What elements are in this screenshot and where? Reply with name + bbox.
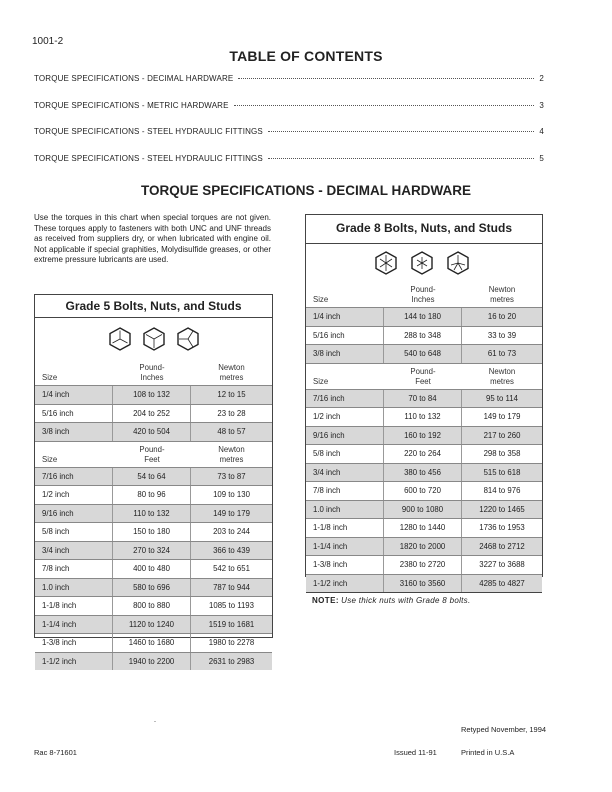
note-text: Use thick nuts with Grade 8 bolts. bbox=[341, 596, 471, 605]
grade5-rows-inch bbox=[35, 385, 272, 441]
toc-entry[interactable] bbox=[34, 127, 544, 154]
row-size: 1-3/8 inch bbox=[306, 556, 384, 574]
row-size: 1.0 inch bbox=[35, 579, 113, 597]
row-size: 5/16 inch bbox=[35, 405, 113, 423]
toc-entry[interactable] bbox=[34, 154, 544, 181]
row-size: 3/8 inch bbox=[35, 423, 113, 441]
row-pound-value: 900 to 1080 bbox=[384, 501, 462, 519]
table-row bbox=[306, 407, 542, 426]
row-newton-value: 23 to 28 bbox=[217, 408, 246, 418]
grade8-note bbox=[306, 592, 542, 608]
intro-paragraph: Use the torques in this chart when special torques are not given. These torques apply to fasteners with both UNC and UNF threads as received from suppliers dry, or when lubricated with engine oil. Not applicable if special graphities, Molydisulfide greases, or other extreme pressure lubricants are used. bbox=[34, 213, 271, 265]
row-newton-value: 542 to 651 bbox=[213, 564, 250, 573]
toc-leader-dots bbox=[268, 158, 535, 159]
table-row bbox=[306, 463, 542, 482]
row-size: 3/4 inch bbox=[306, 464, 384, 482]
col-unit-label: metres bbox=[219, 454, 244, 464]
row-pound-value: 160 to 192 bbox=[384, 427, 462, 445]
note-label: NOTE: bbox=[312, 596, 339, 605]
table-row bbox=[35, 652, 272, 671]
grade8-table bbox=[305, 214, 543, 605]
hex-nut-star-icon bbox=[410, 251, 434, 275]
row-newton-value: 149 to 179 bbox=[191, 505, 272, 523]
row-pound-value: 288 to 348 bbox=[384, 327, 462, 345]
col-unit-label: Inches bbox=[140, 373, 164, 382]
row-size: 1-1/4 inch bbox=[306, 538, 384, 556]
table-row bbox=[306, 518, 542, 537]
toc-entry-label: TORQUE SPECIFICATIONS - DECIMAL HARDWARE bbox=[34, 74, 234, 83]
grade5-table bbox=[34, 294, 273, 666]
row-pound-value: 1940 to 2200 bbox=[113, 653, 191, 671]
table-row bbox=[35, 541, 272, 560]
row-pound-value: 204 to 252 bbox=[113, 405, 191, 423]
row-size: 7/8 inch bbox=[35, 560, 113, 578]
row-newton-value: 16 to 20 bbox=[462, 308, 542, 326]
row-size: 5/16 inch bbox=[306, 327, 384, 345]
hex-bolt-plain-icon bbox=[108, 327, 132, 351]
table-row bbox=[306, 574, 542, 593]
row-newton-value: 1736 to 1953 bbox=[479, 523, 525, 532]
row-newton-value: 1085 to 1193 bbox=[209, 601, 254, 610]
row-newton-value: 3227 to 3688 bbox=[479, 560, 525, 569]
col-unit-label: metres bbox=[219, 373, 244, 382]
table-row bbox=[306, 389, 542, 408]
row-newton-value: 1220 to 1465 bbox=[462, 501, 542, 519]
table-row bbox=[35, 467, 272, 486]
col-size-label: Size bbox=[42, 373, 58, 382]
row-pound-value: 110 to 132 bbox=[113, 505, 191, 523]
table-row bbox=[35, 596, 272, 615]
row-newton-value: 4285 to 4827 bbox=[462, 575, 542, 593]
row-size: 1-3/8 inch bbox=[35, 634, 113, 652]
col-pound-label: Pound- bbox=[410, 366, 436, 376]
table-row bbox=[35, 404, 272, 423]
grade8-header-inch bbox=[306, 282, 542, 307]
hex-nut-plain-icon bbox=[142, 327, 166, 351]
row-newton-value: 2631 to 2983 bbox=[191, 653, 272, 671]
row-newton-value: 366 to 439 bbox=[191, 542, 272, 560]
row-size: 1/2 inch bbox=[35, 486, 113, 504]
col-pound-label: Pound- bbox=[139, 444, 165, 454]
hex-stud-plain-icon bbox=[176, 327, 200, 351]
row-newton-value: 1980 to 2278 bbox=[208, 638, 255, 647]
hex-stud-marked-icon bbox=[446, 251, 470, 275]
row-size: 1-1/8 inch bbox=[306, 519, 384, 537]
col-newton-label: Newton bbox=[488, 366, 516, 376]
toc-leader-dots bbox=[238, 78, 534, 79]
toc-leader-dots bbox=[268, 131, 535, 132]
scan-artifact bbox=[154, 721, 156, 722]
row-size: 9/16 inch bbox=[306, 427, 384, 445]
row-newton-value: 217 to 260 bbox=[462, 427, 542, 445]
toc-entry[interactable] bbox=[34, 74, 544, 101]
section-title: TORQUE SPECIFICATIONS - DECIMAL HARDWARE bbox=[140, 183, 471, 198]
row-pound-value: 220 to 264 bbox=[384, 445, 462, 463]
row-newton-value: 73 to 87 bbox=[191, 468, 272, 486]
col-size-label: Size bbox=[42, 454, 58, 464]
grade5-bolt-head-icons bbox=[35, 318, 272, 360]
row-pound-value: 110 to 132 bbox=[384, 408, 462, 426]
col-pound-label: Pound- bbox=[410, 285, 436, 294]
grade5-rows-feet bbox=[35, 467, 272, 671]
table-row bbox=[306, 307, 542, 326]
table-of-contents bbox=[34, 74, 544, 181]
row-size: 1.0 inch bbox=[306, 501, 384, 519]
toc-entry-label: TORQUE SPECIFICATIONS - STEEL HYDRAULIC FITTINGS bbox=[34, 154, 263, 164]
row-newton-value: 787 to 944 bbox=[191, 579, 272, 597]
table-row bbox=[306, 426, 542, 445]
table-row bbox=[35, 559, 272, 578]
row-size: 1/4 inch bbox=[306, 308, 384, 326]
table-row bbox=[306, 481, 542, 500]
toc-title: TABLE OF CONTENTS bbox=[229, 48, 383, 64]
col-unit-label: Inches bbox=[411, 295, 435, 304]
col-unit-label: metres bbox=[490, 295, 514, 304]
issue-date: Issued 11-91 bbox=[394, 748, 437, 757]
col-pound-label: Pound- bbox=[139, 363, 165, 372]
table-row bbox=[35, 615, 272, 634]
row-pound-value: 1820 to 2000 bbox=[384, 538, 462, 556]
toc-entry-page: 3 bbox=[539, 100, 544, 110]
grade8-title: Grade 8 Bolts, Nuts, and Studs bbox=[306, 215, 542, 244]
row-size: 5/8 inch bbox=[35, 523, 113, 541]
table-row bbox=[306, 326, 542, 345]
row-pound-value: 800 to 880 bbox=[113, 597, 191, 615]
row-pound-value: 270 to 324 bbox=[113, 542, 191, 560]
toc-leader-dots bbox=[234, 105, 535, 106]
row-size: 1-1/2 inch bbox=[306, 575, 384, 593]
table-row bbox=[35, 485, 272, 504]
row-newton-value: 48 to 57 bbox=[191, 423, 272, 441]
table-row bbox=[35, 633, 272, 652]
row-newton-value: 109 to 130 bbox=[213, 490, 250, 499]
row-size: 3/4 inch bbox=[35, 542, 113, 560]
row-pound-value: 1460 to 1680 bbox=[113, 634, 191, 652]
hex-bolt-marked-icon bbox=[374, 251, 398, 275]
table-row bbox=[306, 344, 542, 363]
col-newton-label: Newton bbox=[218, 363, 245, 372]
col-unit-label: metres bbox=[490, 376, 514, 386]
row-size: 1-1/4 inch bbox=[35, 616, 113, 634]
col-newton-label: Newton bbox=[488, 285, 516, 294]
row-newton-value: 95 to 114 bbox=[462, 390, 542, 408]
table-row bbox=[35, 504, 272, 523]
row-pound-value: 540 to 648 bbox=[384, 345, 462, 363]
table-row bbox=[35, 422, 272, 441]
col-size-label: Size bbox=[313, 376, 329, 386]
retyped-date: Retyped November, 1994 bbox=[461, 725, 547, 734]
table-row bbox=[306, 444, 542, 463]
toc-entry-page: 4 bbox=[539, 127, 544, 137]
grade8-rows-feet bbox=[306, 389, 542, 593]
row-pound-value: 1120 to 1240 bbox=[113, 616, 191, 634]
toc-entry[interactable] bbox=[34, 101, 544, 128]
row-pound-value: 600 to 720 bbox=[384, 482, 462, 500]
row-pound-value: 54 to 64 bbox=[113, 468, 191, 486]
grade5-header-feet bbox=[35, 441, 272, 467]
grade8-bolt-head-icons bbox=[306, 244, 542, 282]
row-newton-value: 61 to 73 bbox=[462, 345, 542, 363]
row-newton-value: 515 to 618 bbox=[462, 464, 542, 482]
table-row bbox=[35, 578, 272, 597]
row-pound-value: 108 to 132 bbox=[113, 386, 191, 404]
row-size: 1/4 inch bbox=[35, 386, 113, 404]
row-pound-value: 80 to 96 bbox=[113, 486, 191, 504]
row-newton-value: 2468 to 2712 bbox=[462, 538, 542, 556]
table-row bbox=[35, 522, 272, 541]
grade8-rows-inch bbox=[306, 307, 542, 363]
grade5-title: Grade 5 Bolts, Nuts, and Studs bbox=[35, 295, 272, 318]
row-pound-value: 3160 to 3560 bbox=[384, 575, 462, 593]
table-row bbox=[35, 385, 272, 404]
row-size: 7/8 inch bbox=[306, 482, 384, 500]
row-size: 1-1/8 inch bbox=[35, 597, 113, 615]
row-newton-value: 1519 to 1681 bbox=[191, 616, 272, 634]
row-newton-value: 298 to 358 bbox=[483, 449, 521, 458]
row-size: 1-1/2 inch bbox=[35, 653, 113, 671]
part-number: Rac 8-71601 bbox=[34, 748, 77, 757]
row-size: 7/16 inch bbox=[306, 390, 384, 408]
row-pound-value: 2380 to 2720 bbox=[384, 556, 462, 574]
table-row bbox=[306, 500, 542, 519]
page-code: 1001-2 bbox=[32, 36, 64, 47]
row-newton-value: 33 to 39 bbox=[487, 330, 517, 340]
grade8-header-feet bbox=[306, 363, 542, 389]
row-size: 7/16 inch bbox=[35, 468, 113, 486]
row-newton-value: 203 to 244 bbox=[213, 527, 250, 536]
toc-entry-label: TORQUE SPECIFICATIONS - STEEL HYDRAULIC FITTINGS bbox=[34, 127, 263, 137]
row-size: 9/16 inch bbox=[35, 505, 113, 523]
row-pound-value: 380 to 456 bbox=[384, 464, 462, 482]
col-newton-label: Newton bbox=[218, 444, 245, 454]
table-row bbox=[306, 537, 542, 556]
toc-entry-page: 5 bbox=[539, 154, 544, 164]
row-size: 3/8 inch bbox=[306, 345, 384, 363]
grade5-header-inch bbox=[35, 360, 272, 385]
col-unit-label: Feet bbox=[415, 376, 431, 386]
row-pound-value: 580 to 696 bbox=[113, 579, 191, 597]
row-pound-value: 400 to 480 bbox=[113, 560, 191, 578]
row-pound-value: 1280 to 1440 bbox=[384, 519, 462, 537]
table-row bbox=[306, 555, 542, 574]
col-unit-label: Feet bbox=[144, 454, 160, 464]
row-size: 5/8 inch bbox=[306, 445, 384, 463]
printed-in: Printed in U.S.A bbox=[461, 748, 515, 757]
row-newton-value: 12 to 15 bbox=[191, 386, 272, 404]
row-newton-value: 814 to 976 bbox=[483, 486, 521, 495]
toc-entry-page: 2 bbox=[539, 74, 544, 83]
row-pound-value: 420 to 504 bbox=[113, 423, 191, 441]
toc-entry-label: TORQUE SPECIFICATIONS - METRIC HARDWARE bbox=[34, 100, 229, 110]
row-pound-value: 144 to 180 bbox=[384, 308, 462, 326]
row-size: 1/2 inch bbox=[306, 408, 384, 426]
col-size-label: Size bbox=[313, 295, 329, 304]
row-newton-value: 149 to 179 bbox=[483, 412, 521, 421]
row-pound-value: 70 to 84 bbox=[384, 390, 462, 408]
row-pound-value: 150 to 180 bbox=[113, 523, 191, 541]
